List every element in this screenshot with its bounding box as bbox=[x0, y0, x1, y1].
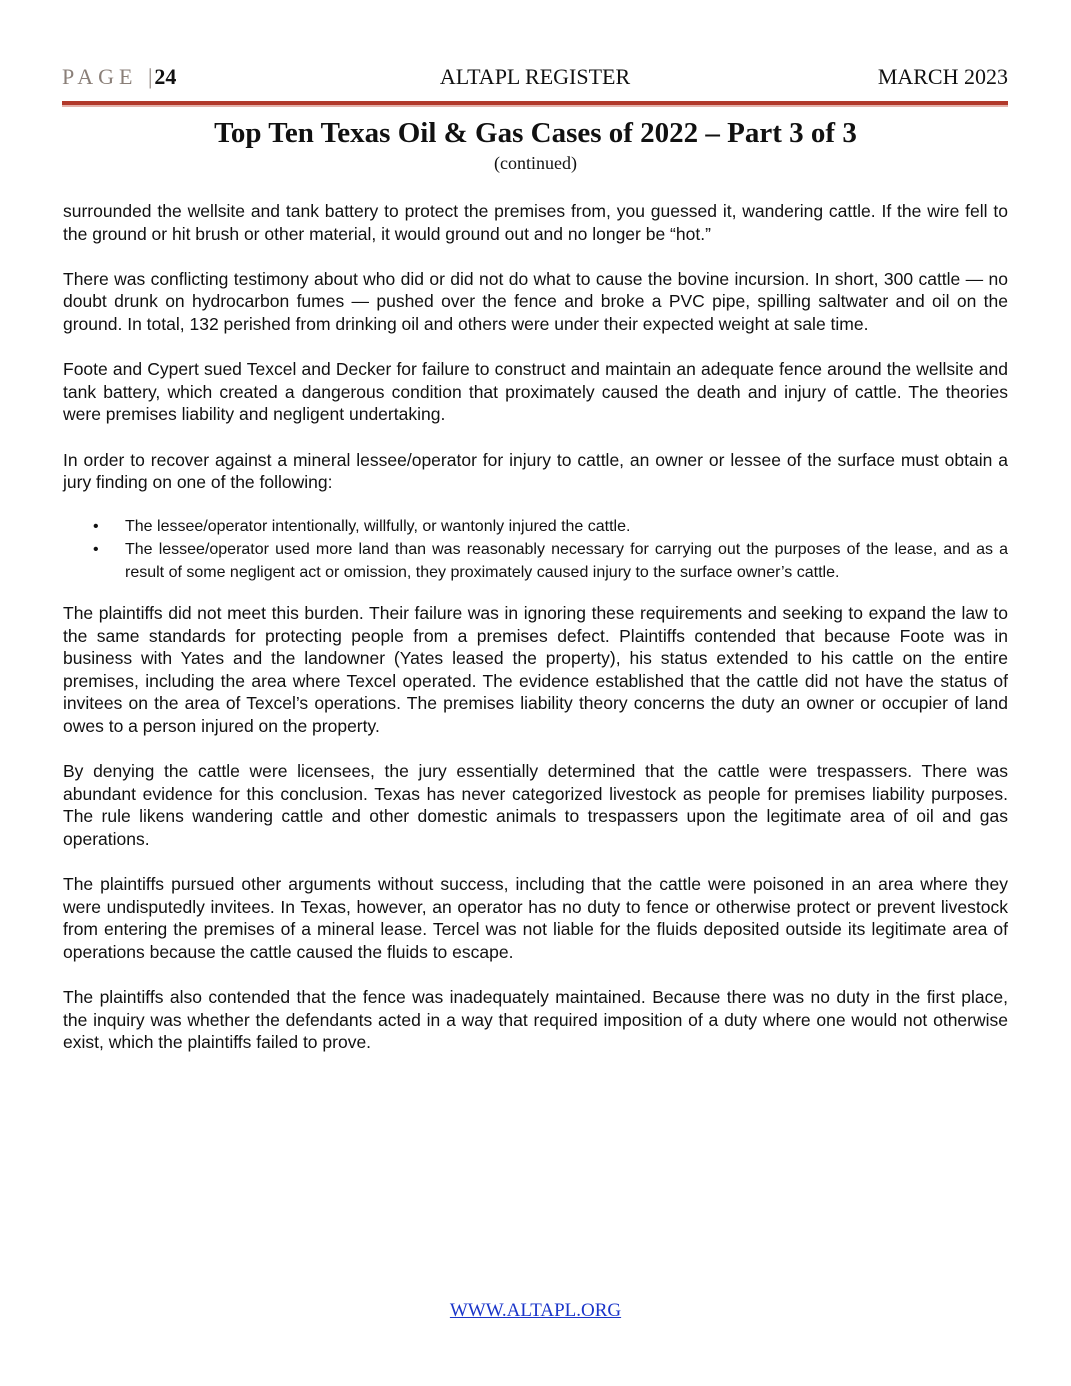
paragraph: surrounded the wellsite and tank battery to protect the premises from, you guessed it, wandering cattle. If the wire fell to the ground or hit brush or other material, it would ground out and no longer be “hot.” bbox=[63, 201, 1008, 244]
issue-date: MARCH 2023 bbox=[877, 64, 1008, 89]
requirements-list bbox=[63, 516, 1008, 584]
page-number: 24 bbox=[154, 64, 177, 89]
page-separator: | bbox=[147, 64, 153, 89]
page-header bbox=[62, 62, 1008, 96]
article-subtitle: (continued) bbox=[494, 153, 577, 173]
bullet-icon: • bbox=[93, 518, 99, 536]
list-item bbox=[63, 539, 1008, 584]
paragraph: Foote and Cypert sued Texcel and Decker for failure to construct and maintain an adequate fence around the wellsite and tank battery, which created a dangerous condition that proximately caused the death and injury of cattle. The theories were premises liability and negligent undertaking. bbox=[63, 359, 1008, 425]
paragraph: In order to recover against a mineral lessee/operator for injury to cattle, an owner or lessee of the surface must obtain a jury finding on one of the following: bbox=[63, 449, 1008, 493]
list-item-text: The lessee/operator intentionally, willfully, or wantonly injured the cattle. bbox=[125, 518, 631, 536]
list-item-text: The lessee/operator used more land than was reasonably necessary for carrying out the purposes of the lease, and as a result of some negligent act or omission, they proximately caused injury to the surface owner’s cattle. bbox=[125, 540, 1008, 581]
list-item bbox=[63, 516, 1008, 539]
paragraph: There was conflicting testimony about who did or did not do what to cause the bovine incursion. In short, 300 cattle — no doubt drunk on hydrocarbon fumes — pushed over the fence and broke a PVC pipe, spilling saltwater and oil on the ground. In total, 132 perished from drinking oil and others were under their expected weight at sale time. bbox=[63, 268, 1008, 334]
article-title: Top Ten Texas Oil & Gas Cases of 2022 – Part 3 of 3 bbox=[214, 117, 857, 149]
publication-name: ALTAPL REGISTER bbox=[439, 64, 631, 89]
page-footer bbox=[0, 1300, 1071, 1322]
bullet-icon: • bbox=[93, 540, 99, 558]
website-link[interactable]: WWW.ALTAPL.ORG bbox=[449, 1300, 622, 1321]
header-rule-shadow bbox=[62, 105, 1008, 107]
paragraph: The plaintiffs also contended that the fence was inadequately maintained. Because there was no duty in the first place, the inquiry was whether the defendants acted in a way that required imposition of a duty where one would not otherwise exist, which the plaintiffs failed to prove. bbox=[63, 987, 1008, 1053]
paragraph: By denying the cattle were licensees, the jury essentially determined that the cattle were trespassers. There was abundant evidence for this conclusion. Texas has never categorized livestock as people for premises liability purposes. The rule likens wandering cattle and other domestic animals to trespassers upon the legitimate area of oil and gas operations. bbox=[63, 761, 1008, 850]
paragraph: The plaintiffs did not meet this burden. Their failure was in ignoring these requirements and seeking to expand the law to the same standards for protecting people from a premises defect. Plaintiffs contended that because Foote was in business with Yates and the landowner (Yates leased the property), his status extended to his cattle on the entire premises, including the area where Texcel operated. The evidence established that the cattle did not have the status of invitees on the area of Texcel’s operations. The premises liability theory concerns the duty an owner or occupier of land owes to a person injured on the property. bbox=[63, 603, 1008, 737]
page-label-text: PAGE bbox=[62, 64, 138, 89]
paragraph: The plaintiffs pursued other arguments without success, including that the cattle were poisoned in an area where they were undisputedly invitees. In Texas, however, an operator has no duty to fence or otherwise protect or prevent livestock from entering the premises of a mineral lease. Tercel was not liable for the fluids deposited outside its legitimate area of operations because the cattle caused the fluids to escape. bbox=[63, 874, 1008, 962]
article-body bbox=[63, 200, 1008, 1077]
